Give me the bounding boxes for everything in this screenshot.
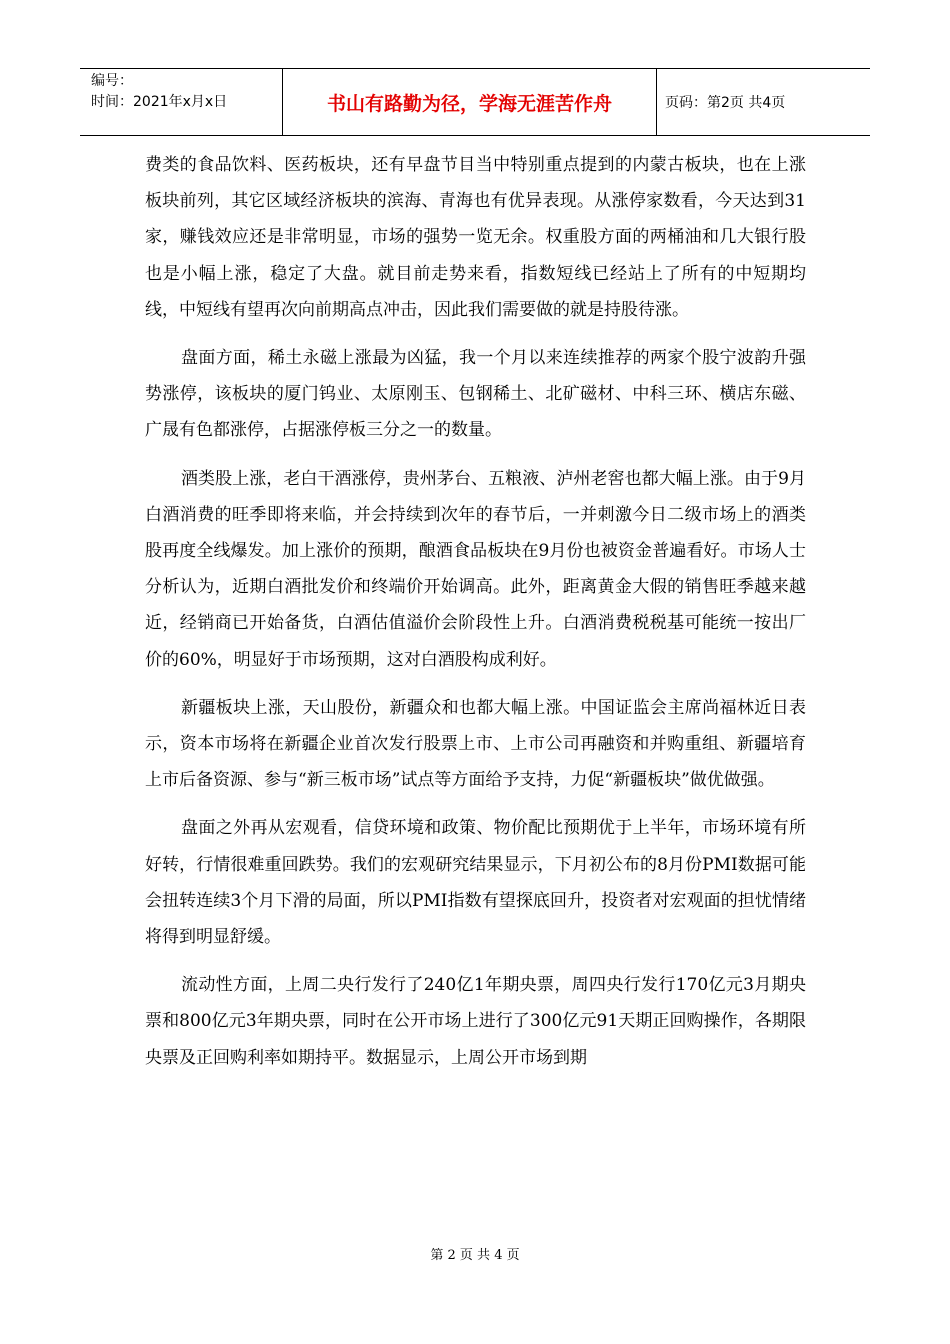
header-meta (80, 69, 283, 135)
header-page-info: 页码：第2页 共4页 (665, 95, 786, 111)
body-paragraph-2: 盘面方面，稀土永磁上涨最为凶猛，我一个月以来连续推荐的两家个股宁波韵升强势涨停，该板块的厦门钨业、太原刚玉、包钢稀土、北矿磁材、中科三环、横店东磁、广晟有色都涨停，占据涨停板三分之一的数量。 (145, 348, 806, 441)
document-time-label: 时间：2021年x月x日 (91, 94, 228, 110)
body-paragraph-6: 流动性方面，上周二央行发行了240亿1年期央票，周四央行发行170亿元3月期央票和800亿元3年期央票，同时在公开市场上进行了300亿元91天期正回购操作，各期限央票及正回购利率如期持平。数据显示，上周公开市场到期 (145, 975, 806, 1068)
document-body (145, 147, 806, 1088)
header-motto: 书山有路勤为径，学海无涯苦作舟 (283, 69, 657, 135)
body-paragraph-4: 新疆板块上涨，天山股份，新疆众和也都大幅上涨。中国证监会主席尚福林近日表示，资本市场将在新疆企业首次发行股票上市、上市公司再融资和并购重组、新疆培育上市后备资源、参与“新三板市场”试点等方面给予支持，力促“新疆板块”做优做强。 (145, 697, 806, 791)
document-number-label: 编号： (91, 73, 133, 89)
page-footer: 第 2 页 共 4 页 (430, 1248, 520, 1263)
body-paragraph-1: 费类的食品饮料、医药板块，还有早盘节目当中特别重点提到的内蒙古板块，也在上涨板块前列，其它区域经济板块的滨海、青海也有优异表现。从涨停家数看，今天达到31家，赚钱效应还是非常明显，市场的强势一览无余。权重股方面的两桶油和几大银行股也是小幅上涨，稳定了大盘。就目前走势来看，指数短线已经站上了所有的中短期均线，中短线有望再次向前期高点冲击，因此我们需要做的就是持股待涨。 (145, 155, 806, 320)
page-header (80, 68, 870, 136)
body-paragraph-5: 盘面之外再从宏观看，信贷环境和政策、物价配比预期优于上半年，市场环境有所好转，行情很难重回跌势。我们的宏观研究结果显示，下月初公布的8月份PMI数据可能会扭转连续3个月下滑的局面，所以PMI指数有望探底回升，投资者对宏观面的担忧情绪将得到明显舒缓。 (145, 818, 806, 948)
body-paragraph-3: 酒类股上涨，老白干酒涨停，贵州茅台、五粮液、泸州老窖也都大幅上涨。由于9月白酒消费的旺季即将来临，并会持续到次年的春节后，一并刺激今日二级市场上的酒类股再度全线爆发。加上涨价的预期，酿酒食品板块在9月份也被资金普遍看好。市场人士分析认为，近期白酒批发价和终端价开始调高。此外，距离黄金大假的销售旺季越来越近，经销商已开始备货，白酒估值溢价会阶段性上升。白酒消费税税基可能统一按出厂价的60%，明显好于市场预期，这对白酒股构成利好。 (145, 468, 806, 670)
